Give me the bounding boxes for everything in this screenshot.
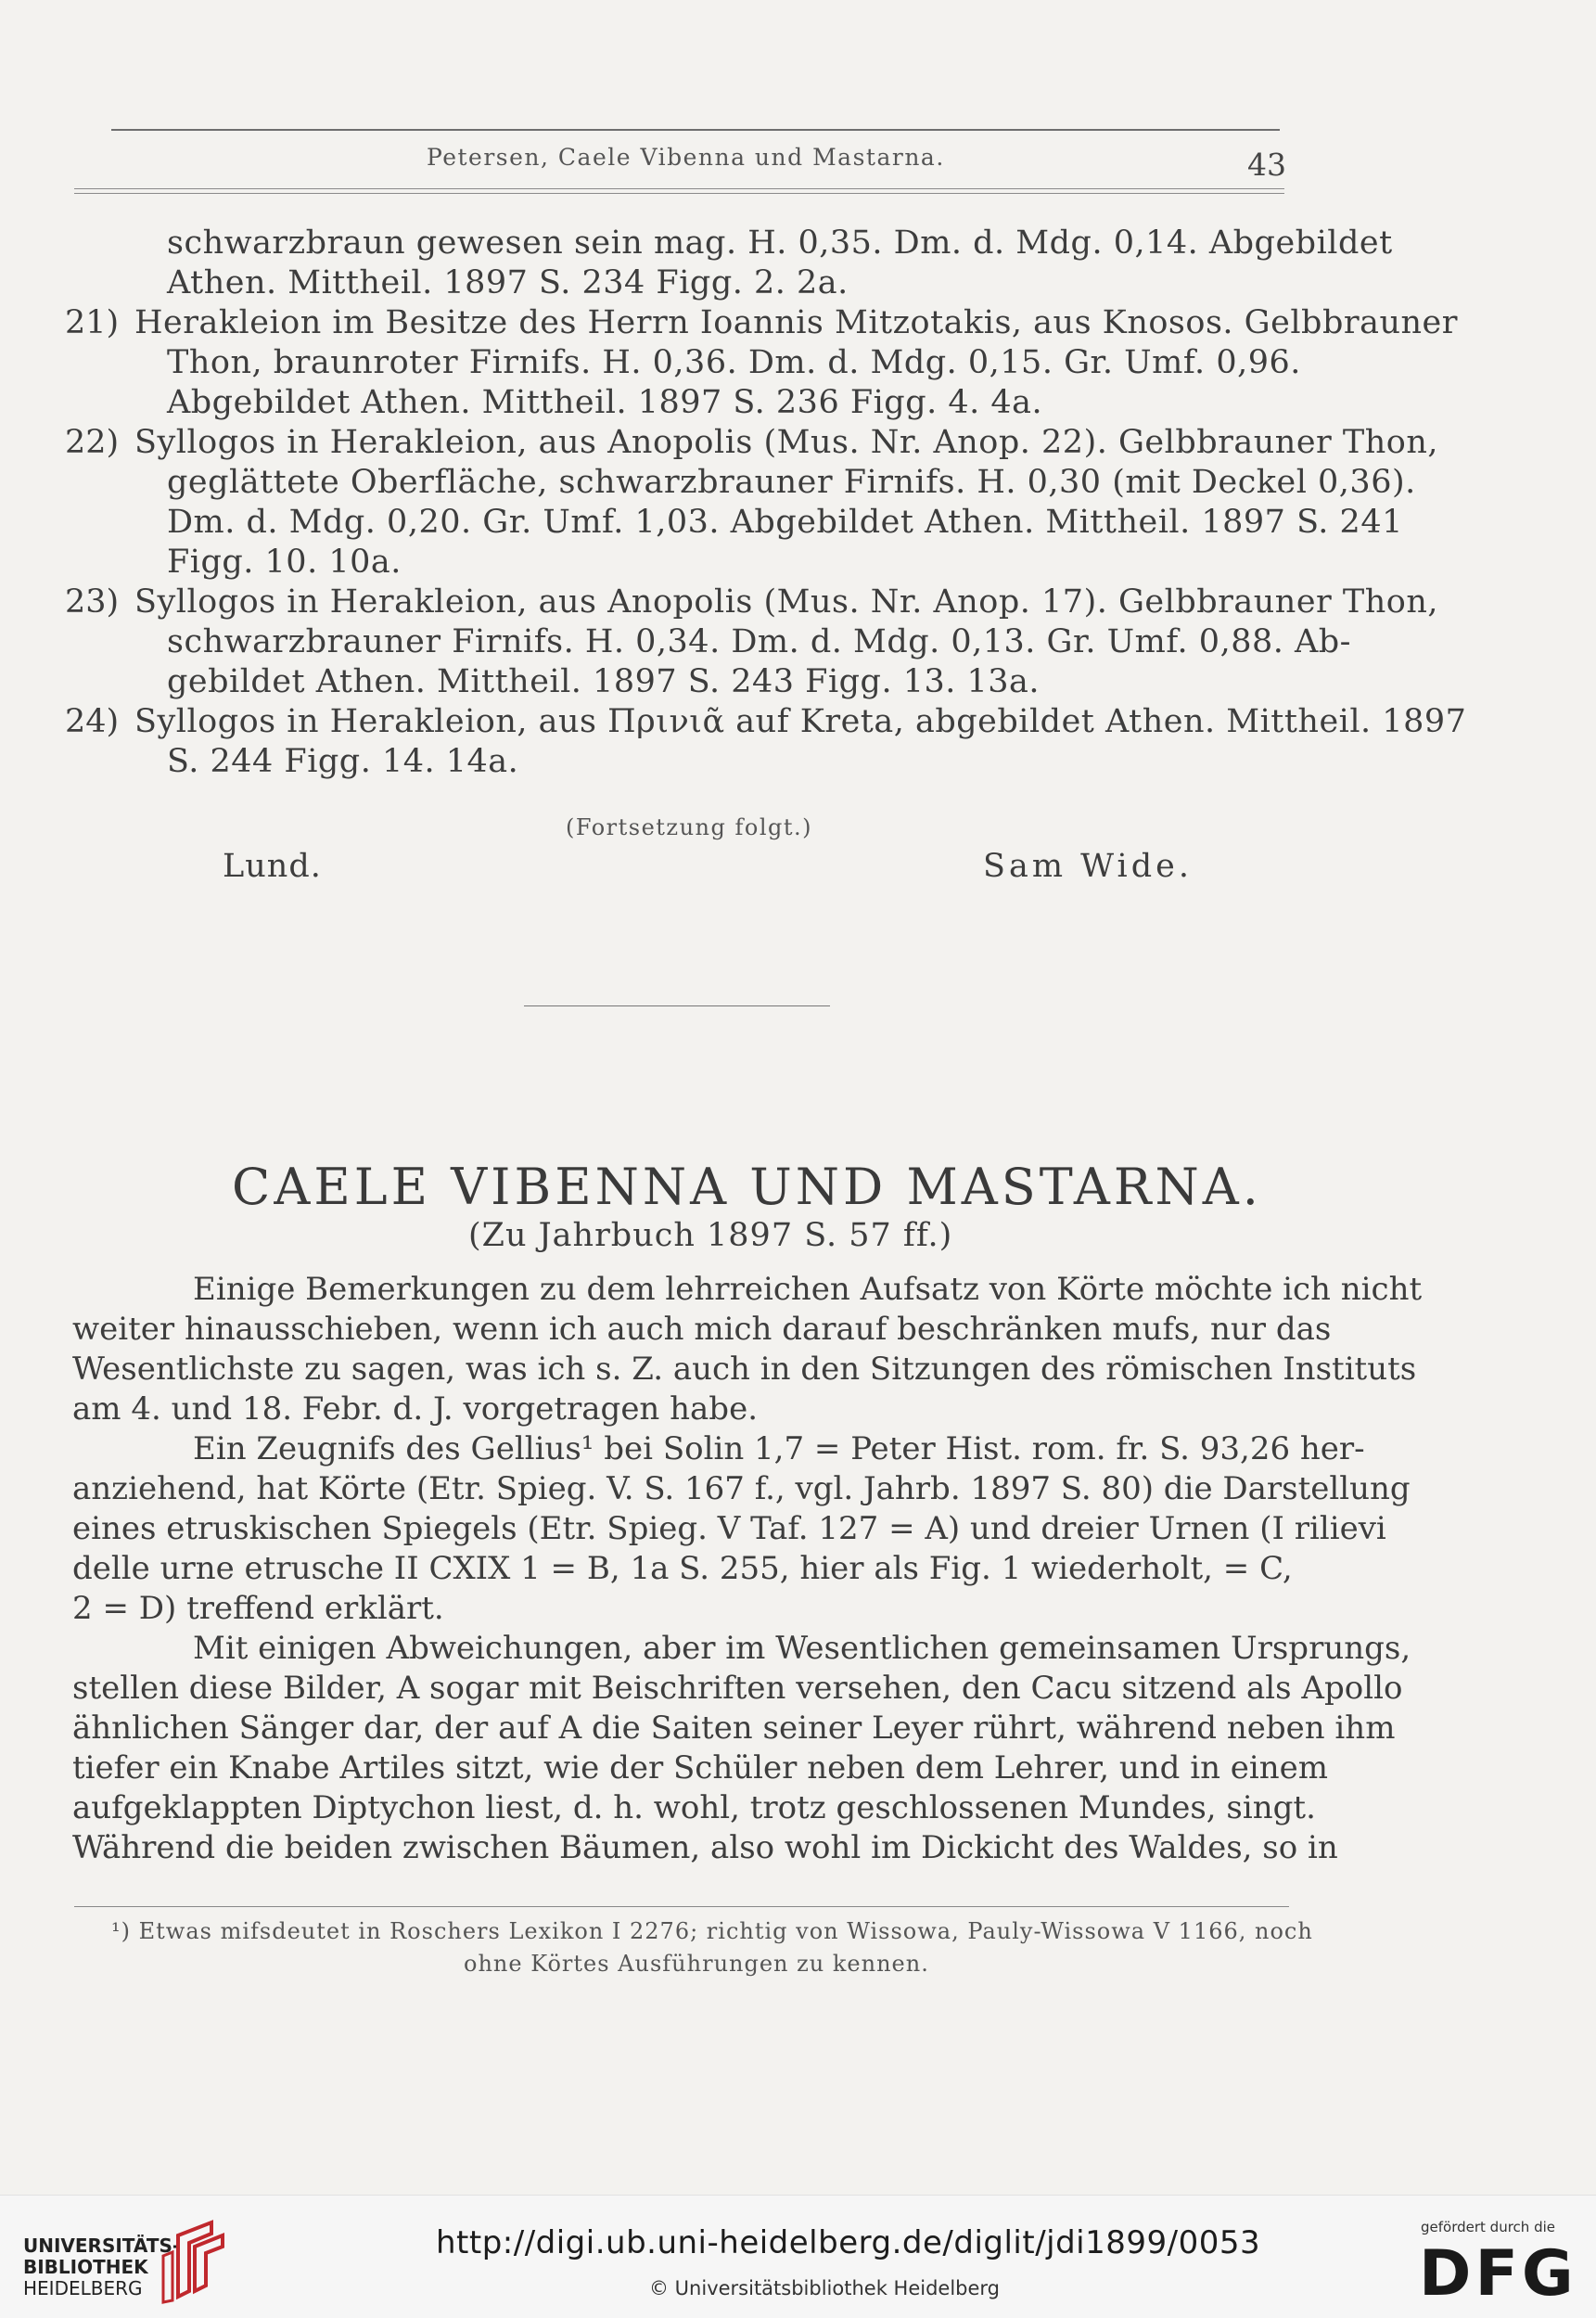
- entry-line: gebildet Athen. Mittheil. 1897 S. 243 Figg. 13. 13a.: [167, 663, 1041, 700]
- signature-author: Sam Wide.: [983, 848, 1193, 885]
- paragraph-line: aufgeklappten Diptychon liest, d. h. wohl, trotz geschlossenen Mundes, singt.: [72, 1789, 1316, 1826]
- continuation-note: (Fortsetzung folgt.): [566, 814, 812, 840]
- entry-number: 24): [65, 703, 120, 740]
- library-logo-text: UNIVERSITÄTS- BIBLIOTHEK HEIDELBERG: [23, 2235, 181, 2299]
- entry-number: 21): [65, 304, 120, 341]
- paragraph-line: Einige Bemerkungen zu dem lehrreichen Aufsatz von Körte möchte ich nicht: [193, 1271, 1423, 1308]
- signature-place: Lund.: [223, 848, 322, 885]
- page-number: 43: [1247, 147, 1286, 183]
- permalink-url[interactable]: http://digi.ub.uni-heidelberg.de/diglit/jdi1899/0053: [436, 2224, 1261, 2261]
- paragraph-line: stellen diese Bilder, A sogar mit Beischriften versehen, den Cacu sitzend als Apollo: [72, 1670, 1403, 1707]
- entry-line: Syllogos in Herakleion, aus Anopolis (Mus. Nr. Anop. 22). Gelbbrauner Thon,: [134, 424, 1439, 461]
- entry-line: Syllogos in Herakleion, aus Πρινιᾶ auf Kreta, abgebildet Athen. Mittheil. 1897: [134, 703, 1467, 740]
- section-separator: [524, 1005, 830, 1006]
- paragraph-line: am 4. und 18. Febr. d. J. vorgetragen habe.: [72, 1390, 759, 1428]
- paragraph-line: tiefer ein Knabe Artiles sitzt, wie der Schüler neben dem Lehrer, und in einem: [72, 1749, 1329, 1787]
- funding-caption: gefördert durch die: [1421, 2219, 1555, 2235]
- entry-line: Thon, braunroter Firnifs. H. 0,36. Dm. d. Mdg. 0,15. Gr. Umf. 0,96.: [167, 344, 1301, 381]
- dfg-logo: DFG: [1419, 2237, 1577, 2311]
- paragraph-line: Ein Zeugnifs des Gellius¹ bei Solin 1,7 = Peter Hist. rom. fr. S. 93,26 her-: [193, 1430, 1365, 1467]
- paragraph-line: delle urne etrusche II CXIX 1 = B, 1a S. 255, hier als Fig. 1 wiederholt, = C,: [72, 1550, 1293, 1587]
- paragraph-line: eines etruskischen Spiegels (Etr. Spieg. V Taf. 127 = A) und dreier Urnen (I rilievi: [72, 1510, 1386, 1547]
- entry-line: S. 244 Figg. 14. 14a.: [167, 743, 519, 780]
- running-head: Petersen, Caele Vibenna und Mastarna.: [427, 144, 945, 171]
- entry-line: Abgebildet Athen. Mittheil. 1897 S. 236 Figg. 4. 4a.: [167, 384, 1043, 421]
- footnote-line: ¹) Etwas mifsdeutet in Roschers Lexikon I 2276; richtig von Wissowa, Pauly-Wissowa V 1166, noch: [111, 1918, 1313, 1944]
- paragraph-line: weiter hinausschieben, wenn ich auch mich darauf beschränken mufs, nur das: [72, 1311, 1332, 1348]
- entry-number: 22): [65, 424, 120, 461]
- article-subtitle: (Zu Jahrbuch 1897 S. 57 ff.): [468, 1217, 953, 1254]
- paragraph-line: anziehend, hat Körte (Etr. Spieg. V. S. 167 f., vgl. Jahrb. 1897 S. 80) die Darstellung: [72, 1470, 1411, 1507]
- entry-line: Athen. Mittheil. 1897 S. 234 Figg. 2. 2a.: [167, 264, 849, 301]
- entry-line: geglättete Oberfläche, schwarzbrauner Firnifs. H. 0,30 (mit Deckel 0,36).: [167, 464, 1416, 501]
- entry-line: Syllogos in Herakleion, aus Anopolis (Mus. Nr. Anop. 17). Gelbbrauner Thon,: [134, 583, 1439, 621]
- footnote-rule: [74, 1906, 1289, 1907]
- paragraph-line: ähnlichen Sänger dar, der auf A die Saiten seiner Leyer rührt, während neben ihm: [72, 1710, 1396, 1747]
- paragraph-line: Wesentlichste zu sagen, was ich s. Z. auch in den Sitzungen des römischen Instituts: [72, 1351, 1417, 1388]
- header-double-rule-bottom: [74, 193, 1284, 194]
- entry-line: Dm. d. Mdg. 0,20. Gr. Umf. 1,03. Abgebildet Athen. Mittheil. 1897 S. 241: [167, 504, 1403, 541]
- library-logo-icon: [158, 2219, 232, 2304]
- paragraph-line: Während die beiden zwischen Bäumen, also wohl im Dickicht des Waldes, so in: [72, 1829, 1338, 1866]
- entry-line: Figg. 10. 10a.: [167, 544, 402, 581]
- footnote-line: ohne Körtes Ausführungen zu kennen.: [464, 1951, 929, 1977]
- entry-line: schwarzbraun gewesen sein mag. H. 0,35. Dm. d. Mdg. 0,14. Abgebildet: [167, 224, 1393, 262]
- entry-line: Herakleion im Besitze des Herrn Ioannis Mitzotakis, aus Knosos. Gelbbrauner: [134, 304, 1458, 341]
- copyright-notice: © Universitätsbibliothek Heidelberg: [649, 2277, 1001, 2299]
- paragraph-line: 2 = D) treffend erklärt.: [72, 1590, 444, 1627]
- header-double-rule-top: [74, 188, 1284, 189]
- entry-line: schwarzbrauner Firnifs. H. 0,34. Dm. d. Mdg. 0,13. Gr. Umf. 0,88. Ab-: [167, 623, 1351, 660]
- paragraph-line: Mit einigen Abweichungen, aber im Wesentlichen gemeinsamen Ursprungs,: [193, 1630, 1411, 1667]
- header-rule: [111, 129, 1280, 131]
- article-title: CAELE VIBENNA UND MASTARNA.: [232, 1158, 1262, 1216]
- entry-number: 23): [65, 583, 120, 621]
